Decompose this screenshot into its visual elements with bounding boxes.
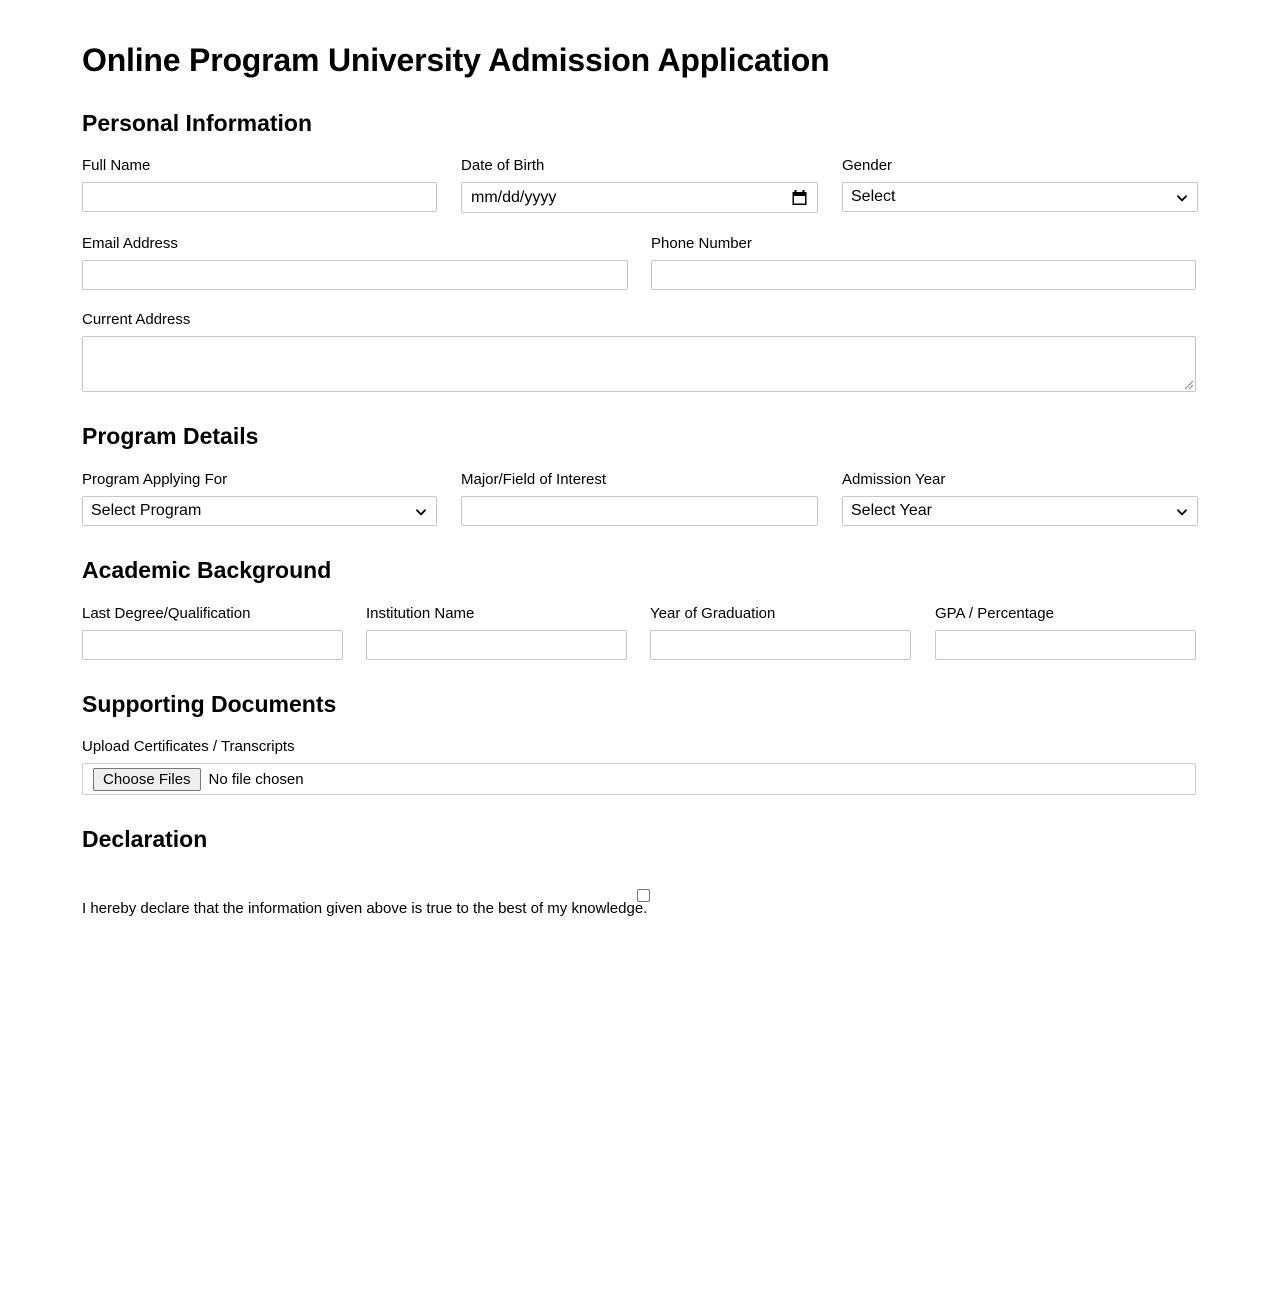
file-upload-input[interactable] [82, 763, 1196, 795]
choose-files-button[interactable]: Choose Files [93, 768, 201, 791]
program-row-1 [82, 471, 1196, 526]
program-applying-for-label: Program Applying For [82, 470, 228, 488]
resize-handle-icon[interactable] [1181, 377, 1194, 390]
personal-row-2 [82, 235, 1196, 290]
personal-row-1 [82, 157, 1196, 213]
full-name-input[interactable] [82, 182, 437, 212]
institution-name-label: Institution Name [366, 604, 475, 622]
date-of-birth-label: Date of Birth [461, 157, 545, 175]
program-applying-for-select[interactable] [82, 496, 437, 526]
gpa-percentage-input[interactable] [935, 630, 1196, 660]
current-address-label: Current Address [82, 311, 191, 329]
admission-year-selected-value: Select Year [851, 501, 932, 519]
section-heading-academic-background: Academic Background [82, 556, 332, 583]
current-address-textarea[interactable] [82, 336, 1196, 392]
file-chosen-status: No file chosen [208, 770, 304, 788]
last-degree-input[interactable] [82, 630, 343, 660]
year-of-graduation-label: Year of Graduation [650, 604, 776, 622]
field-major-field-of-interest [461, 471, 818, 526]
field-gender [842, 157, 1198, 212]
upload-documents-label: Upload Certificates / Transcripts [82, 738, 295, 756]
declaration-text: I hereby declare that the information given above is true to the best of my knowledge. [82, 899, 648, 917]
field-institution-name [366, 605, 627, 660]
page-title: Online Program University Admission Application [82, 42, 830, 78]
field-last-degree [82, 605, 343, 660]
program-applying-for-selected-value: Select Program [91, 501, 202, 519]
date-of-birth-placeholder: mm/dd/yyyy [471, 188, 557, 206]
phone-number-input[interactable] [651, 260, 1196, 290]
gender-selected-value: Select [851, 188, 896, 206]
field-email-address [82, 235, 628, 290]
chevron-down-icon [415, 505, 427, 517]
field-phone-number [651, 235, 1196, 290]
full-name-label: Full Name [82, 157, 151, 175]
gpa-percentage-label: GPA / Percentage [935, 604, 1054, 622]
major-field-of-interest-label: Major/Field of Interest [461, 470, 607, 488]
calendar-icon[interactable] [792, 190, 807, 206]
admission-year-label: Admission Year [842, 470, 946, 488]
email-address-input[interactable] [82, 260, 628, 290]
section-heading-supporting-documents: Supporting Documents [82, 690, 337, 717]
field-current-address [82, 311, 1196, 392]
declaration-block [82, 878, 1196, 918]
field-date-of-birth [461, 157, 818, 213]
gender-label: Gender [842, 157, 893, 175]
email-address-label: Email Address [82, 235, 178, 253]
phone-number-label: Phone Number [651, 235, 752, 253]
field-upload-documents [82, 738, 1196, 795]
academic-row-1 [82, 605, 1196, 660]
major-field-of-interest-input[interactable] [461, 496, 818, 526]
section-heading-declaration: Declaration [82, 826, 208, 853]
last-degree-label: Last Degree/Qualification [82, 604, 251, 622]
field-year-of-graduation [650, 605, 911, 660]
field-admission-year [842, 471, 1198, 526]
date-of-birth-input[interactable] [461, 182, 818, 213]
chevron-down-icon [1176, 505, 1188, 517]
institution-name-input[interactable] [366, 630, 627, 660]
admission-year-select[interactable] [842, 496, 1198, 526]
gender-select[interactable] [842, 182, 1198, 212]
section-heading-personal-information: Personal Information [82, 109, 313, 136]
chevron-down-icon [1176, 191, 1188, 203]
field-full-name [82, 157, 437, 212]
field-program-applying-for [82, 471, 437, 526]
section-heading-program-details: Program Details [82, 423, 259, 450]
year-of-graduation-input[interactable] [650, 630, 911, 660]
field-gpa-percentage [935, 605, 1196, 660]
